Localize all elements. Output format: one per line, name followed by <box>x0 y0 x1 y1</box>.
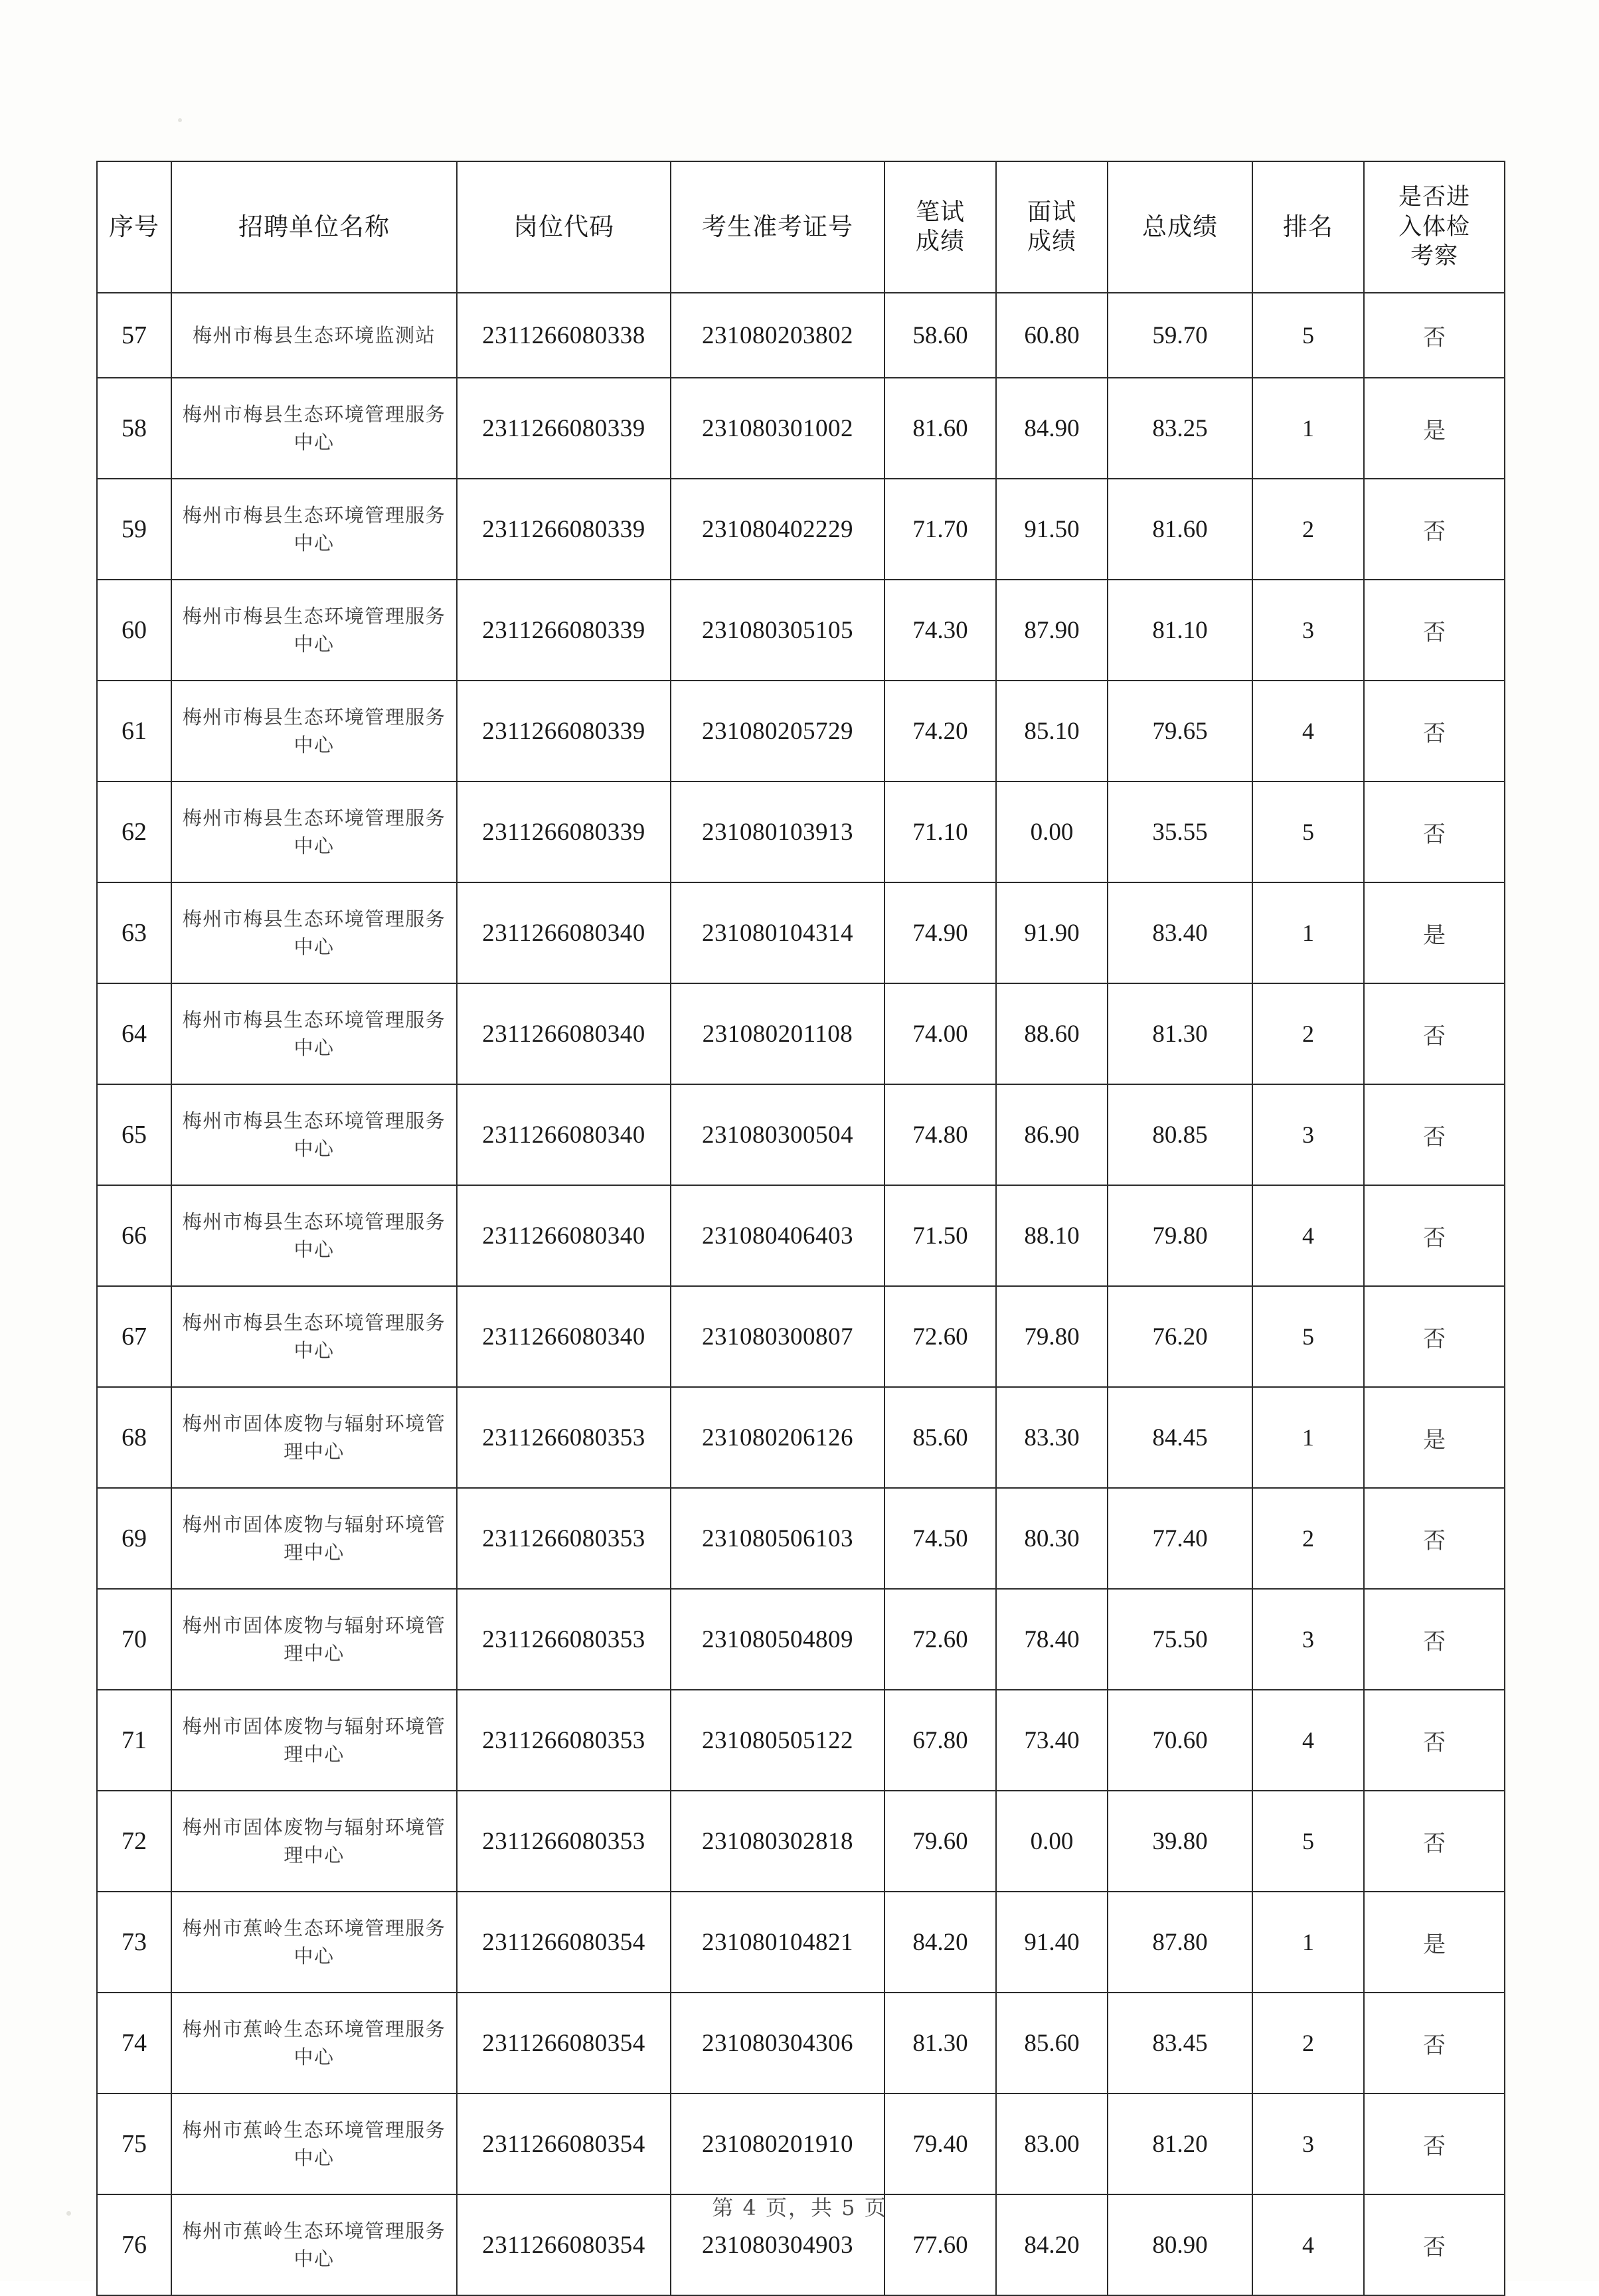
table-cell-ticket: 231080505122 <box>671 1690 884 1791</box>
table-cell-pass-medical: 是 <box>1364 1387 1505 1488</box>
table-cell-total-score: 75.50 <box>1108 1589 1252 1690</box>
table-cell-interview-score: 73.40 <box>996 1690 1108 1791</box>
table-cell-rank: 3 <box>1252 580 1364 681</box>
table-cell-unit: 梅州市梅县生态环境管理服务中心 <box>171 1185 457 1286</box>
table-cell-pass-medical: 否 <box>1364 2194 1505 2295</box>
table-cell-written-score: 71.70 <box>884 479 996 580</box>
pass-head-line2: 入体检 <box>1398 213 1470 240</box>
table-cell-post-code: 2311266080339 <box>457 781 671 882</box>
scan-speck <box>178 118 182 122</box>
written-head-line2: 成绩 <box>915 228 965 255</box>
column-header-interview-score <box>996 161 1108 293</box>
table-cell-total-score: 80.85 <box>1108 1084 1252 1185</box>
table-cell-seq: 63 <box>97 882 171 983</box>
table-cell-ticket: 231080304903 <box>671 2194 884 2295</box>
table-cell-written-score: 79.40 <box>884 2093 996 2194</box>
table-cell-pass-medical: 否 <box>1364 1286 1505 1387</box>
table-cell-interview-score: 60.80 <box>996 293 1108 378</box>
table-cell-seq: 58 <box>97 378 171 479</box>
table-cell-total-score: 83.25 <box>1108 378 1252 479</box>
table-cell-post-code: 2311266080339 <box>457 580 671 681</box>
results-table-container <box>96 161 1504 2296</box>
table-cell-pass-medical: 否 <box>1364 781 1505 882</box>
table-row <box>97 293 1505 378</box>
table-cell-rank: 5 <box>1252 293 1364 378</box>
table-cell-written-score: 74.80 <box>884 1084 996 1185</box>
table-cell-rank: 2 <box>1252 479 1364 580</box>
table-cell-pass-medical: 是 <box>1364 1892 1505 1993</box>
table-cell-ticket: 231080203802 <box>671 293 884 378</box>
table-cell-total-score: 81.60 <box>1108 479 1252 580</box>
table-cell-unit: 梅州市梅县生态环境管理服务中心 <box>171 1286 457 1387</box>
table-cell-post-code: 2311266080339 <box>457 681 671 781</box>
table-cell-interview-score: 78.40 <box>996 1589 1108 1690</box>
table-row <box>97 1084 1505 1185</box>
table-cell-unit: 梅州市梅县生态环境管理服务中心 <box>171 580 457 681</box>
table-cell-rank: 4 <box>1252 681 1364 781</box>
table-cell-written-score: 74.50 <box>884 1488 996 1589</box>
page-footer: 第 4 页，共 5 页 <box>712 2195 887 2220</box>
table-cell-seq: 68 <box>97 1387 171 1488</box>
table-cell-written-score: 85.60 <box>884 1387 996 1488</box>
table-cell-interview-score: 85.10 <box>996 681 1108 781</box>
table-cell-pass-medical: 是 <box>1364 378 1505 479</box>
table-cell-ticket: 231080104821 <box>671 1892 884 1993</box>
column-header-written-score <box>884 161 996 293</box>
table-cell-rank: 3 <box>1252 2093 1364 2194</box>
table-row <box>97 781 1505 882</box>
table-cell-interview-score: 79.80 <box>996 1286 1108 1387</box>
table-cell-ticket: 231080300504 <box>671 1084 884 1185</box>
table-cell-unit: 梅州市蕉岭生态环境管理服务中心 <box>171 2093 457 2194</box>
table-cell-post-code: 2311266080340 <box>457 983 671 1084</box>
table-cell-total-score: 87.80 <box>1108 1892 1252 1993</box>
table-cell-written-score: 74.00 <box>884 983 996 1084</box>
table-cell-pass-medical: 否 <box>1364 1185 1505 1286</box>
table-cell-interview-score: 0.00 <box>996 781 1108 882</box>
table-cell-unit: 梅州市梅县生态环境管理服务中心 <box>171 882 457 983</box>
table-cell-post-code: 2311266080353 <box>457 1791 671 1892</box>
table-cell-total-score: 81.30 <box>1108 983 1252 1084</box>
table-cell-unit: 梅州市蕉岭生态环境管理服务中心 <box>171 1993 457 2093</box>
table-cell-post-code: 2311266080339 <box>457 378 671 479</box>
table-row <box>97 1185 1505 1286</box>
table-cell-seq: 75 <box>97 2093 171 2194</box>
table-cell-rank: 4 <box>1252 1185 1364 1286</box>
table-cell-ticket: 231080506103 <box>671 1488 884 1589</box>
table-cell-seq: 64 <box>97 983 171 1084</box>
table-cell-pass-medical: 否 <box>1364 983 1505 1084</box>
table-cell-ticket: 231080205729 <box>671 681 884 781</box>
table-row <box>97 1892 1505 1993</box>
table-row <box>97 2093 1505 2194</box>
table-cell-interview-score: 80.30 <box>996 1488 1108 1589</box>
table-cell-total-score: 81.20 <box>1108 2093 1252 2194</box>
table-cell-rank: 2 <box>1252 983 1364 1084</box>
column-header-ticket: 考生准考证号 <box>671 161 884 293</box>
table-cell-unit: 梅州市梅县生态环境监测站 <box>171 293 457 378</box>
table-cell-interview-score: 0.00 <box>996 1791 1108 1892</box>
table-row <box>97 1791 1505 1892</box>
table-cell-unit: 梅州市梅县生态环境管理服务中心 <box>171 378 457 479</box>
table-cell-rank: 3 <box>1252 1084 1364 1185</box>
table-cell-total-score: 81.10 <box>1108 580 1252 681</box>
table-row <box>97 983 1505 1084</box>
table-cell-rank: 1 <box>1252 1892 1364 1993</box>
table-cell-written-score: 71.50 <box>884 1185 996 1286</box>
table-cell-rank: 5 <box>1252 1286 1364 1387</box>
table-cell-seq: 74 <box>97 1993 171 2093</box>
column-header-post-code: 岗位代码 <box>457 161 671 293</box>
table-cell-post-code: 2311266080353 <box>457 1690 671 1791</box>
table-cell-written-score: 74.20 <box>884 681 996 781</box>
header-row <box>97 161 1505 293</box>
table-cell-unit: 梅州市固体废物与辐射环境管理中心 <box>171 1488 457 1589</box>
table-cell-total-score: 77.40 <box>1108 1488 1252 1589</box>
table-header <box>97 161 1505 293</box>
table-cell-interview-score: 91.90 <box>996 882 1108 983</box>
table-cell-post-code: 2311266080339 <box>457 479 671 580</box>
table-cell-interview-score: 88.60 <box>996 983 1108 1084</box>
table-cell-total-score: 83.45 <box>1108 1993 1252 2093</box>
table-row <box>97 1286 1505 1387</box>
table-cell-ticket: 231080201910 <box>671 2093 884 2194</box>
table-cell-ticket: 231080300807 <box>671 1286 884 1387</box>
table-cell-seq: 73 <box>97 1892 171 1993</box>
table-cell-unit: 梅州市蕉岭生态环境管理服务中心 <box>171 2194 457 2295</box>
table-cell-interview-score: 91.40 <box>996 1892 1108 1993</box>
table-cell-post-code: 2311266080340 <box>457 882 671 983</box>
table-cell-seq: 57 <box>97 293 171 378</box>
table-cell-unit: 梅州市蕉岭生态环境管理服务中心 <box>171 1892 457 1993</box>
table-cell-written-score: 72.60 <box>884 1589 996 1690</box>
table-cell-ticket: 231080504809 <box>671 1589 884 1690</box>
table-cell-total-score: 83.40 <box>1108 882 1252 983</box>
written-head-line1: 笔试 <box>915 199 965 226</box>
column-header-pass-medical <box>1364 161 1505 293</box>
column-header-unit: 招聘单位名称 <box>171 161 457 293</box>
table-cell-rank: 1 <box>1252 882 1364 983</box>
table-cell-total-score: 59.70 <box>1108 293 1252 378</box>
table-cell-rank: 5 <box>1252 781 1364 882</box>
table-cell-post-code: 2311266080353 <box>457 1488 671 1589</box>
column-header-rank: 排名 <box>1252 161 1364 293</box>
table-cell-post-code: 2311266080353 <box>457 1387 671 1488</box>
table-cell-post-code: 2311266080354 <box>457 1892 671 1993</box>
table-row <box>97 1387 1505 1488</box>
pass-head-line1: 是否进 <box>1398 183 1470 210</box>
table-cell-interview-score: 88.10 <box>996 1185 1108 1286</box>
table-cell-unit: 梅州市梅县生态环境管理服务中心 <box>171 1084 457 1185</box>
table-cell-pass-medical: 否 <box>1364 1084 1505 1185</box>
table-cell-post-code: 2311266080354 <box>457 2093 671 2194</box>
table-cell-seq: 60 <box>97 580 171 681</box>
table-cell-ticket: 231080406403 <box>671 1185 884 1286</box>
table-cell-post-code: 2311266080354 <box>457 1993 671 2093</box>
table-cell-ticket: 231080304306 <box>671 1993 884 2093</box>
table-cell-written-score: 81.30 <box>884 1993 996 2093</box>
table-cell-written-score: 74.30 <box>884 580 996 681</box>
table-cell-interview-score: 86.90 <box>996 1084 1108 1185</box>
table-cell-rank: 4 <box>1252 2194 1364 2295</box>
table-cell-seq: 69 <box>97 1488 171 1589</box>
table-cell-seq: 72 <box>97 1791 171 1892</box>
table-cell-post-code: 2311266080340 <box>457 1286 671 1387</box>
table-cell-seq: 59 <box>97 479 171 580</box>
table-cell-pass-medical: 否 <box>1364 2093 1505 2194</box>
table-cell-rank: 1 <box>1252 1387 1364 1488</box>
table-cell-unit: 梅州市固体废物与辐射环境管理中心 <box>171 1690 457 1791</box>
table-cell-seq: 61 <box>97 681 171 781</box>
table-cell-written-score: 84.20 <box>884 1892 996 1993</box>
table-cell-interview-score: 83.00 <box>996 2093 1108 2194</box>
table-cell-total-score: 39.80 <box>1108 1791 1252 1892</box>
table-cell-total-score: 70.60 <box>1108 1690 1252 1791</box>
table-cell-unit: 梅州市固体废物与辐射环境管理中心 <box>171 1791 457 1892</box>
table-cell-ticket: 231080301002 <box>671 378 884 479</box>
interview-head-line2: 成绩 <box>1027 228 1076 255</box>
table-cell-seq: 70 <box>97 1589 171 1690</box>
table-cell-unit: 梅州市梅县生态环境管理服务中心 <box>171 781 457 882</box>
table-cell-ticket: 231080206126 <box>671 1387 884 1488</box>
table-cell-written-score: 58.60 <box>884 293 996 378</box>
table-cell-rank: 1 <box>1252 378 1364 479</box>
table-row <box>97 479 1505 580</box>
table-cell-ticket: 231080104314 <box>671 882 884 983</box>
table-cell-post-code: 2311266080340 <box>457 1185 671 1286</box>
table-cell-rank: 4 <box>1252 1690 1364 1791</box>
column-header-seq: 序号 <box>97 161 171 293</box>
table-cell-total-score: 79.80 <box>1108 1185 1252 1286</box>
table-cell-ticket: 231080402229 <box>671 479 884 580</box>
interview-head-line1: 面试 <box>1027 199 1076 226</box>
table-cell-ticket: 231080302818 <box>671 1791 884 1892</box>
table-cell-ticket: 231080103913 <box>671 781 884 882</box>
table-cell-post-code: 2311266080340 <box>457 1084 671 1185</box>
table-cell-seq: 62 <box>97 781 171 882</box>
table-cell-unit: 梅州市固体废物与辐射环境管理中心 <box>171 1589 457 1690</box>
table-row <box>97 1690 1505 1791</box>
table-cell-total-score: 80.90 <box>1108 2194 1252 2295</box>
table-row <box>97 1589 1505 1690</box>
table-cell-pass-medical: 否 <box>1364 1488 1505 1589</box>
table-cell-interview-score: 84.20 <box>996 2194 1108 2295</box>
table-cell-unit: 梅州市固体废物与辐射环境管理中心 <box>171 1387 457 1488</box>
table-cell-interview-score: 91.50 <box>996 479 1108 580</box>
table-cell-seq: 66 <box>97 1185 171 1286</box>
table-cell-interview-score: 85.60 <box>996 1993 1108 2093</box>
table-row <box>97 681 1505 781</box>
table-cell-interview-score: 84.90 <box>996 378 1108 479</box>
table-cell-pass-medical: 是 <box>1364 882 1505 983</box>
table-cell-ticket: 231080305105 <box>671 580 884 681</box>
table-row <box>97 1993 1505 2093</box>
table-cell-seq: 71 <box>97 1690 171 1791</box>
table-cell-unit: 梅州市梅县生态环境管理服务中心 <box>171 681 457 781</box>
table-cell-written-score: 71.10 <box>884 781 996 882</box>
table-cell-interview-score: 83.30 <box>996 1387 1108 1488</box>
table-cell-written-score: 81.60 <box>884 378 996 479</box>
table-cell-pass-medical: 否 <box>1364 479 1505 580</box>
table-cell-written-score: 67.80 <box>884 1690 996 1791</box>
table-cell-pass-medical: 否 <box>1364 1993 1505 2093</box>
table-cell-unit: 梅州市梅县生态环境管理服务中心 <box>171 479 457 580</box>
exam-results-table <box>96 161 1505 2296</box>
table-cell-written-score: 74.90 <box>884 882 996 983</box>
table-cell-ticket: 231080201108 <box>671 983 884 1084</box>
table-cell-written-score: 77.60 <box>884 2194 996 2295</box>
table-cell-unit: 梅州市梅县生态环境管理服务中心 <box>171 983 457 1084</box>
table-row <box>97 580 1505 681</box>
pass-head-line3: 考察 <box>1410 243 1458 270</box>
table-cell-total-score: 76.20 <box>1108 1286 1252 1387</box>
table-row <box>97 1488 1505 1589</box>
table-cell-post-code: 2311266080353 <box>457 1589 671 1690</box>
table-cell-post-code: 2311266080338 <box>457 293 671 378</box>
table-cell-written-score: 79.60 <box>884 1791 996 1892</box>
table-cell-interview-score: 87.90 <box>996 580 1108 681</box>
table-cell-pass-medical: 否 <box>1364 1690 1505 1791</box>
table-cell-seq: 67 <box>97 1286 171 1387</box>
table-row <box>97 378 1505 479</box>
table-cell-pass-medical: 否 <box>1364 580 1505 681</box>
table-cell-pass-medical: 否 <box>1364 681 1505 781</box>
table-cell-rank: 3 <box>1252 1589 1364 1690</box>
table-cell-rank: 2 <box>1252 1488 1364 1589</box>
table-cell-rank: 5 <box>1252 1791 1364 1892</box>
table-cell-seq: 76 <box>97 2194 171 2295</box>
table-cell-total-score: 79.65 <box>1108 681 1252 781</box>
table-cell-post-code: 2311266080354 <box>457 2194 671 2295</box>
table-cell-pass-medical: 否 <box>1364 293 1505 378</box>
table-cell-total-score: 84.45 <box>1108 1387 1252 1488</box>
table-cell-pass-medical: 否 <box>1364 1791 1505 1892</box>
table-cell-total-score: 35.55 <box>1108 781 1252 882</box>
column-header-total-score: 总成绩 <box>1108 161 1252 293</box>
table-cell-written-score: 72.60 <box>884 1286 996 1387</box>
table-body <box>97 293 1505 2295</box>
table-cell-rank: 2 <box>1252 1993 1364 2093</box>
table-cell-pass-medical: 否 <box>1364 1589 1505 1690</box>
table-cell-seq: 65 <box>97 1084 171 1185</box>
table-row <box>97 882 1505 983</box>
